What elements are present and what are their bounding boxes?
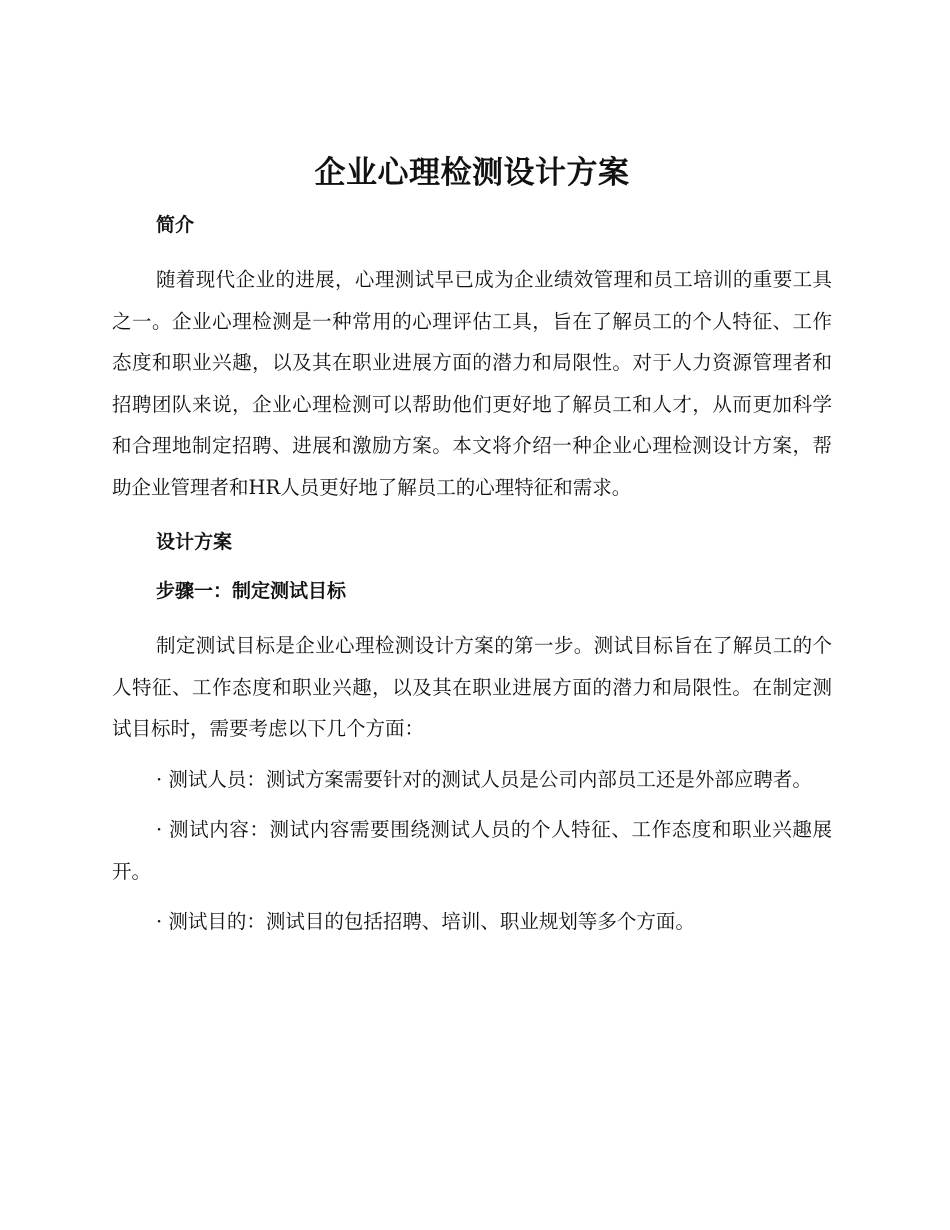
- bullet-test-subjects: · 测试人员：测试方案需要针对的测试人员是公司内部员工还是外部应聘者。: [156, 767, 812, 791]
- spacer: [112, 245, 832, 259]
- document-body: [112, 150, 832, 943]
- step1-heading: 步骤一：制定测试目标: [156, 580, 347, 602]
- document-title: 企业心理检测设计方案: [314, 155, 630, 191]
- spacer: [112, 196, 832, 205]
- spacer: [112, 562, 832, 571]
- spacer: [112, 750, 832, 759]
- spacer: [112, 892, 832, 901]
- bullet-test-content: · 测试内容：测试内容需要围绕测试人员的个人特征、工作态度和职业兴趣展开。: [112, 818, 832, 883]
- intro-heading: 简介: [156, 214, 195, 236]
- step1-paragraph: 制定测试目标是企业心理检测设计方案的第一步。测试目标旨在了解员工的个人特征、工作态度和职业兴趣，以及其在职业进展方面的潜力和局限性。在制定测试目标时，需要考虑以下几个方面：: [112, 634, 832, 740]
- design-heading: 设计方案: [156, 531, 233, 553]
- intro-paragraph: 随着现代企业的进展，心理测试早已成为企业绩效管理和员工培训的重要工具之一。企业心理检测是一种常用的心理评估工具，旨在了解员工的个人特征、工作态度和职业兴趣，以及其在职业进展方面的潜力和局限性。对于人力资源管理者和招聘团队来说，企业心理检测可以帮助他们更好地了解员工和人才，从而更加科学和合理地制定招聘、进展和激励方案。本文将介绍一种企业心理检测设计方案，帮助企业管理者和HR人员更好地了解员工的心理特征和需求。: [112, 268, 832, 499]
- spacer: [112, 611, 832, 625]
- spacer: [112, 800, 832, 809]
- spacer: [112, 508, 832, 522]
- bullet-test-purpose: · 测试目的：测试目的包括招聘、培训、职业规划等多个方面。: [156, 910, 695, 933]
